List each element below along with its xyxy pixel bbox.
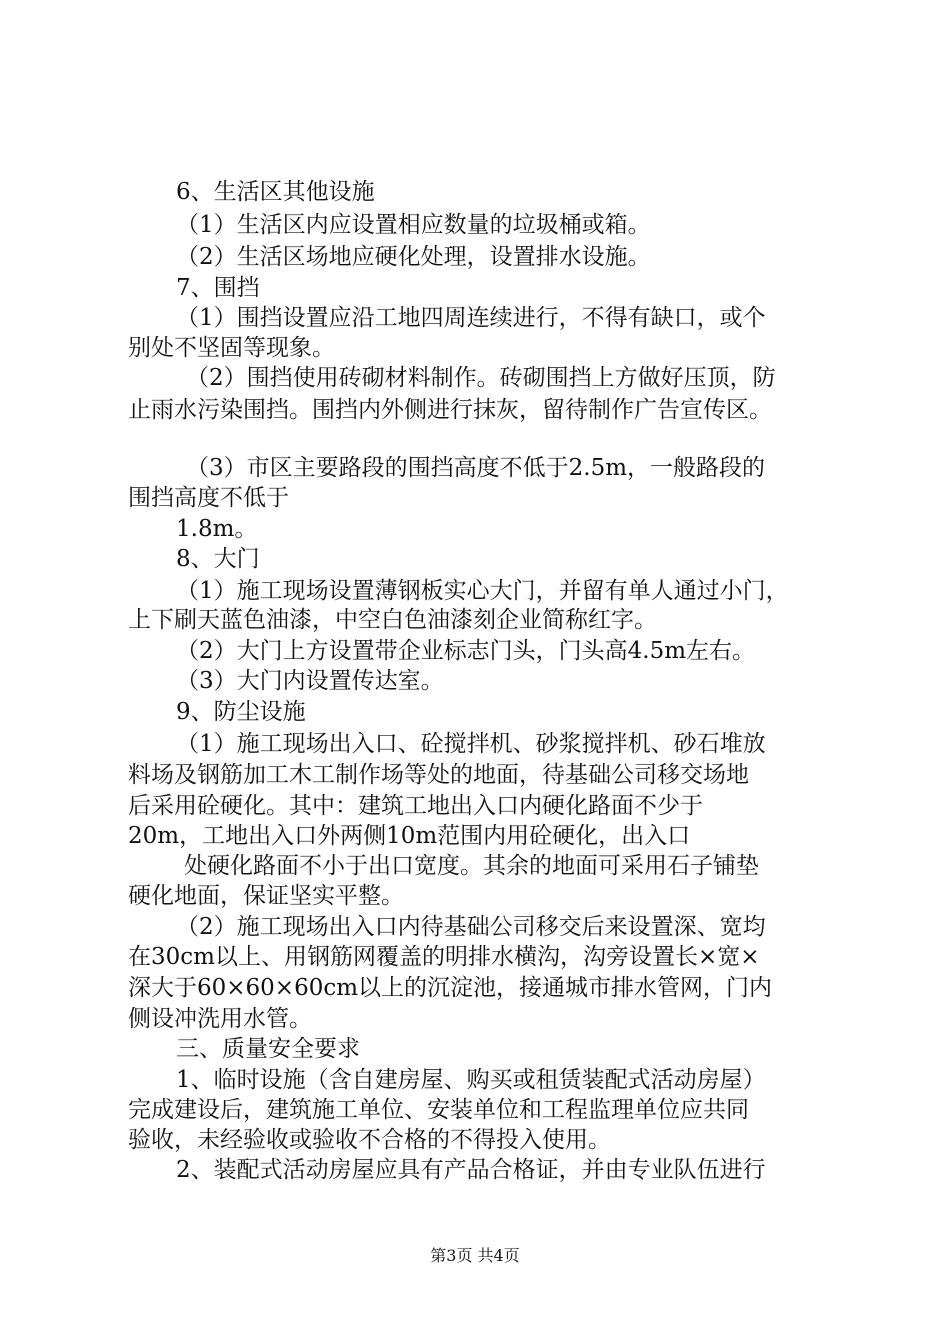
paragraph-line: 1.8m。 [176, 516, 258, 542]
paragraph-line: （1）围挡设置应沿工地四周连续进行，不得有缺口，或个 [176, 305, 766, 331]
paragraph-line: 1、临时设施（含自建房屋、购买或租赁装配式活动房屋） [176, 1067, 766, 1093]
heading-living-area-facilities: 6、生活区其他设施 [176, 179, 375, 205]
heading-dust-prevention: 9、防尘设施 [176, 699, 306, 725]
paragraph-line: 2、装配式活动房屋应具有产品合格证，并由专业队伍进行 [176, 1157, 766, 1183]
paragraph-line: 深大于60×60×60cm以上的沉淀池，接通城市排水管网，门内 [128, 975, 773, 1001]
heading-quality-safety: 三、质量安全要求 [176, 1036, 360, 1062]
paragraph-line: （3）大门内设置传达室。 [176, 668, 444, 694]
paragraph-line: （1）生活区内应设置相应数量的垃圾桶或箱。 [176, 212, 651, 238]
paragraph-line: （2）围挡使用砖砌材料制作。砖砌围挡上方做好压顶，防 [186, 365, 776, 391]
paragraph-line: 上下刷天蓝色油漆，中空白色油漆刻企业简称红字。 [128, 607, 657, 633]
paragraph-line: 别处不坚固等现象。 [128, 335, 335, 361]
page-number-footer: 第3页 共4页 [430, 1246, 520, 1265]
heading-fence: 7、围挡 [176, 275, 260, 301]
paragraph-line: （1）施工现场设置薄钢板实心大门，并留有单人通过小门， [176, 578, 789, 604]
paragraph-line: （2）生活区场地应硬化处理，设置排水设施。 [176, 244, 651, 270]
paragraph-line: 验收，未经验收或验收不合格的不得投入使用。 [128, 1127, 611, 1153]
paragraph-line: 围挡高度不低于 [128, 485, 289, 511]
paragraph-line: 止雨水污染围挡。围挡内外侧进行抹灰，留待制作广告宣传区。 [128, 397, 772, 423]
paragraph-line: 20m，工地出入口外两侧10m范围内用砼硬化，出入口 [128, 823, 691, 849]
paragraph-line: 完成建设后，建筑施工单位、安装单位和工程监理单位应共同 [128, 1097, 749, 1123]
paragraph-line: 处硬化路面不小于出口宽度。其余的地面可采用石子铺垫 [184, 853, 759, 879]
paragraph-line: 料场及钢筋加工木工制作场等处的地面，待基础公司移交场地 [128, 762, 749, 788]
paragraph-line: （1）施工现场出入口、砼搅拌机、砂浆搅拌机、砂石堆放 [176, 731, 766, 757]
paragraph-line: （2）施工现场出入口内待基础公司移交后来设置深、宽均 [176, 914, 766, 940]
paragraph-line: （3）市区主要路段的围挡高度不低于2.5m，一般路段的 [186, 455, 766, 481]
paragraph-line: 后采用砼硬化。其中：建筑工地出入口内硬化路面不少于 [128, 793, 703, 819]
paragraph-line: 硬化地面，保证坚实平整。 [128, 883, 404, 909]
paragraph-line: （2）大门上方设置带企业标志门头，门头高4.5m左右。 [176, 638, 756, 664]
paragraph-line: 在30cm以上、用钢筋网覆盖的明排水横沟，沟旁设置长×宽× [128, 944, 760, 970]
heading-gate: 8、大门 [176, 546, 260, 572]
paragraph-line: 侧设冲洗用水管。 [128, 1006, 312, 1032]
